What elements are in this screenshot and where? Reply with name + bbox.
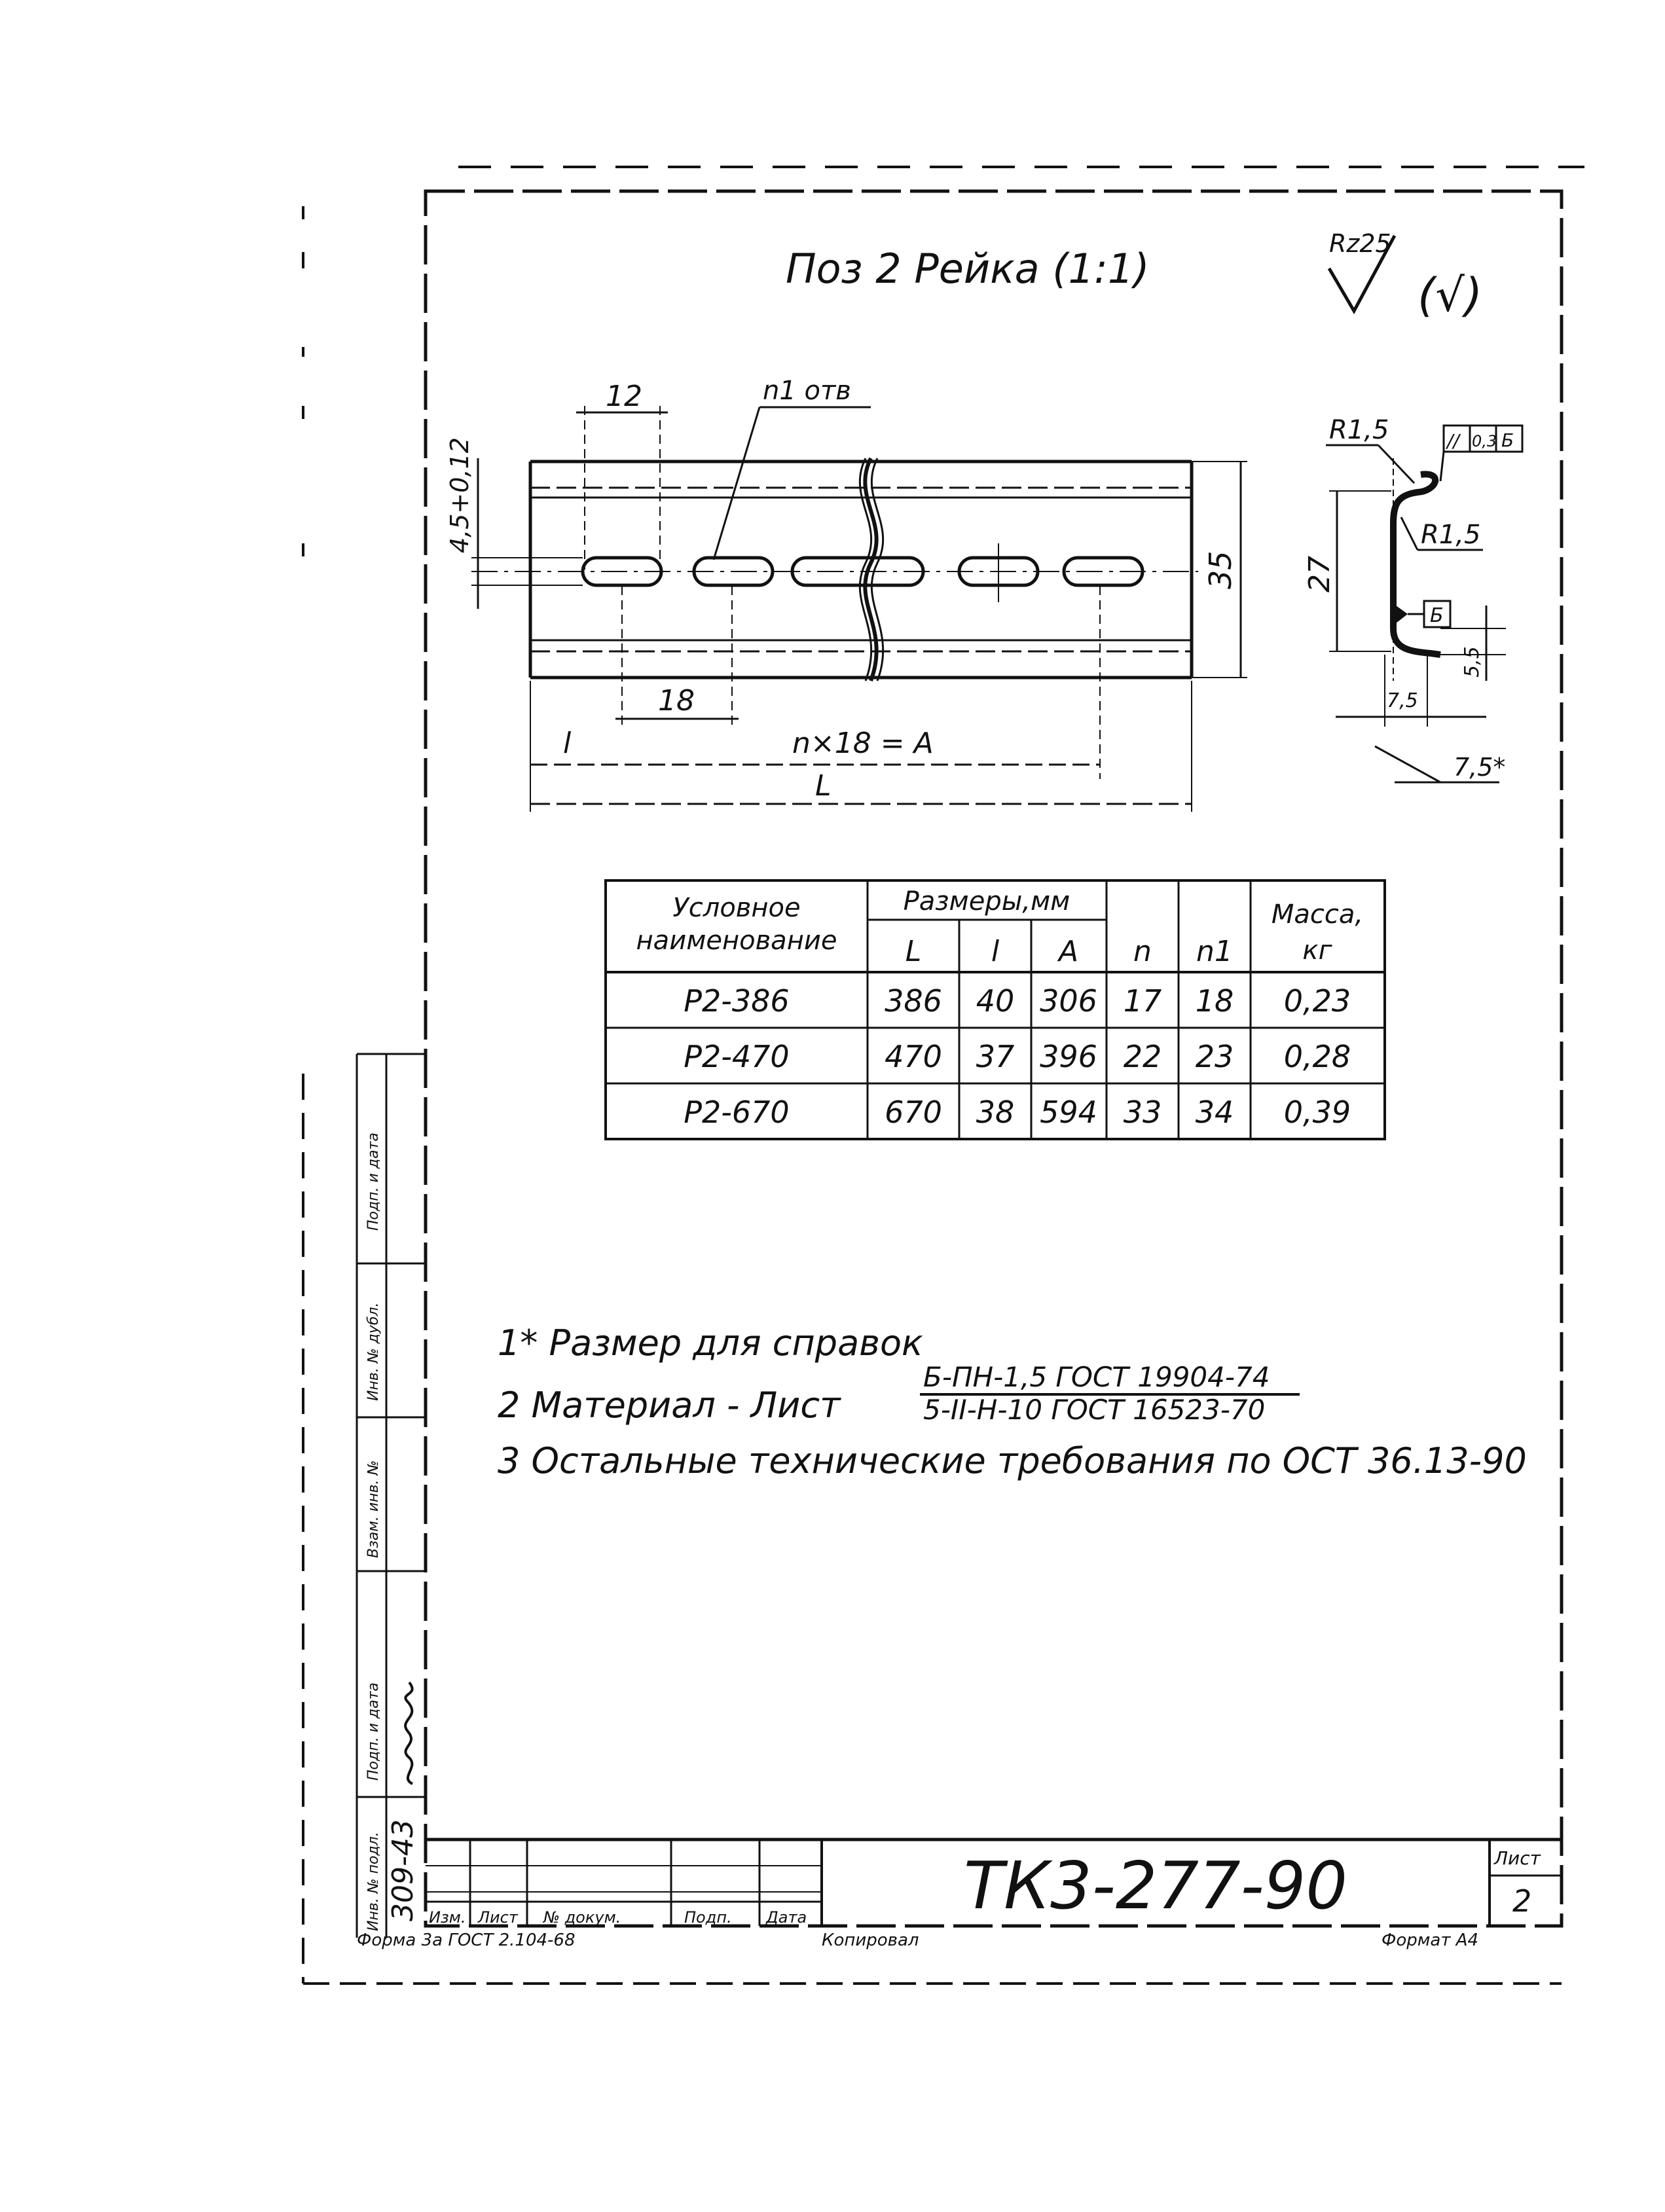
tb-col-list: Лист [478, 1908, 518, 1927]
table-cell-n: 17 [1123, 983, 1162, 1019]
dimension-height [1192, 462, 1247, 678]
table-cell-name: Р2-470 [684, 1039, 790, 1074]
dim-chain-value: n×18 = A [792, 727, 934, 760]
title-block [357, 1840, 1562, 1950]
dim-value: 4,5+0,12 [445, 437, 474, 553]
profile-thick: 7,5 [1387, 689, 1418, 712]
dimension-pitch [615, 586, 739, 727]
holes-label: n1 отв [763, 376, 851, 406]
datum-triangle-icon [1396, 606, 1408, 623]
header-dims: Размеры,мм [903, 886, 1070, 916]
leader-line [1378, 445, 1414, 483]
doc-number: ТК3-277-90 [964, 1847, 1347, 1924]
table-cell-L: 386 [885, 983, 942, 1019]
stamp-inv-value: 309-43 [386, 1819, 420, 1921]
dim-value: L [815, 769, 832, 803]
rail-view [471, 458, 1198, 681]
stamp-sign-label: Подп. и дата [365, 1682, 382, 1781]
roughness-other: (√) [1418, 268, 1483, 322]
copied-note: Копировал [822, 1931, 919, 1950]
table-cell-n1: 18 [1195, 983, 1234, 1019]
table-cell-name: Р2-386 [684, 983, 790, 1019]
leader-line [714, 407, 759, 560]
dim-value: 18 [658, 684, 695, 717]
dim-value: 12 [606, 380, 642, 413]
stamp-repl-label: Взам. инв. № [365, 1460, 382, 1558]
note-1: 1* Размер для справок [498, 1322, 923, 1364]
header-A: A [1058, 935, 1079, 968]
note-3: 3 Остальные технические требования по ОСТ 36.13-90 [498, 1440, 1527, 1481]
profile-ref: 7,5* [1454, 753, 1506, 782]
note-2-denominator: 5-II-Н-10 ГОСТ 16523-70 [923, 1394, 1266, 1426]
table-cell-n1: 34 [1195, 1095, 1234, 1130]
roughness-symbol [1329, 229, 1482, 322]
table-cell-mass: 0,23 [1283, 983, 1351, 1019]
tb-col-date: Дата [766, 1908, 807, 1927]
table-cell-l: 37 [976, 1039, 1015, 1074]
tol-symbol: // [1447, 430, 1459, 452]
header-mass: Масса, кг [1271, 899, 1364, 966]
sheet-label: Лист [1494, 1847, 1541, 1869]
table-cell-L: 470 [885, 1039, 942, 1074]
radius-inner: R1,5 [1421, 520, 1481, 550]
table-cell-l: 38 [976, 1095, 1015, 1130]
header-l: l [991, 935, 1000, 968]
stamp-dup-label: Подп. и дата [365, 1133, 382, 1231]
leader-line [1401, 517, 1418, 550]
table-cell-L: 670 [885, 1095, 942, 1130]
tolerance-frame [1440, 426, 1522, 481]
profile-section [1303, 415, 1522, 782]
table-cell-l: 40 [976, 983, 1015, 1019]
format-note: Формат А4 [1381, 1931, 1479, 1950]
header-n: n [1133, 935, 1152, 968]
dim-edge-value: l [563, 727, 572, 760]
tb-col-izm: Изм. [429, 1908, 466, 1927]
spec-table [606, 880, 1385, 1139]
stamp-dup-inv-label: Инв. № дубл. [365, 1302, 382, 1401]
table-cell-n: 33 [1123, 1095, 1162, 1130]
tol-datum: Б [1501, 429, 1514, 451]
tb-col-sign: Подп. [684, 1908, 732, 1927]
tol-leader [1440, 452, 1444, 481]
table-cell-mass: 0,39 [1283, 1095, 1351, 1130]
side-stamp [357, 1054, 426, 1938]
table-cell-A: 306 [1040, 983, 1097, 1019]
dim-value: 35 [1203, 551, 1238, 589]
note-2: 2 Материал - Лист [498, 1385, 841, 1426]
form-note: Форма 3а ГОСТ 2.104-68 [357, 1931, 576, 1950]
table-cell-n: 22 [1123, 1039, 1162, 1074]
table-cell-A: 396 [1040, 1039, 1097, 1074]
stamp-inv-label: Инв. № подл. [365, 1832, 382, 1931]
roughness-value: Rz25 [1329, 229, 1391, 258]
signature [405, 1682, 412, 1784]
table-cell-name: Р2-670 [684, 1095, 790, 1130]
table-cell-n1: 23 [1195, 1039, 1234, 1074]
sheet-number: 2 [1512, 1883, 1532, 1919]
note-2-numerator: Б-ПН-1,5 ГОСТ 19904-74 [923, 1361, 1270, 1393]
radius-top: R1,5 [1329, 415, 1389, 445]
profile-flange: 5,5 [1461, 646, 1484, 678]
notes [498, 1322, 1527, 1481]
header-n1: n1 [1196, 935, 1233, 968]
table-cell-A: 594 [1040, 1095, 1097, 1130]
drawing-title: Поз 2 Рейка (1:1) [786, 245, 1150, 293]
dim-line [1375, 746, 1440, 782]
table-cell-mass: 0,28 [1283, 1039, 1351, 1074]
header-L: L [905, 935, 922, 968]
dimension-pitch-small [576, 380, 668, 570]
holes-leader [714, 376, 871, 560]
header-name: Условное наименование [636, 893, 837, 956]
tol-value: 0,3 [1472, 432, 1497, 450]
profile-height: 27 [1303, 556, 1336, 592]
tb-col-doc: № докум. [543, 1908, 621, 1927]
datum-letter: Б [1430, 604, 1444, 627]
